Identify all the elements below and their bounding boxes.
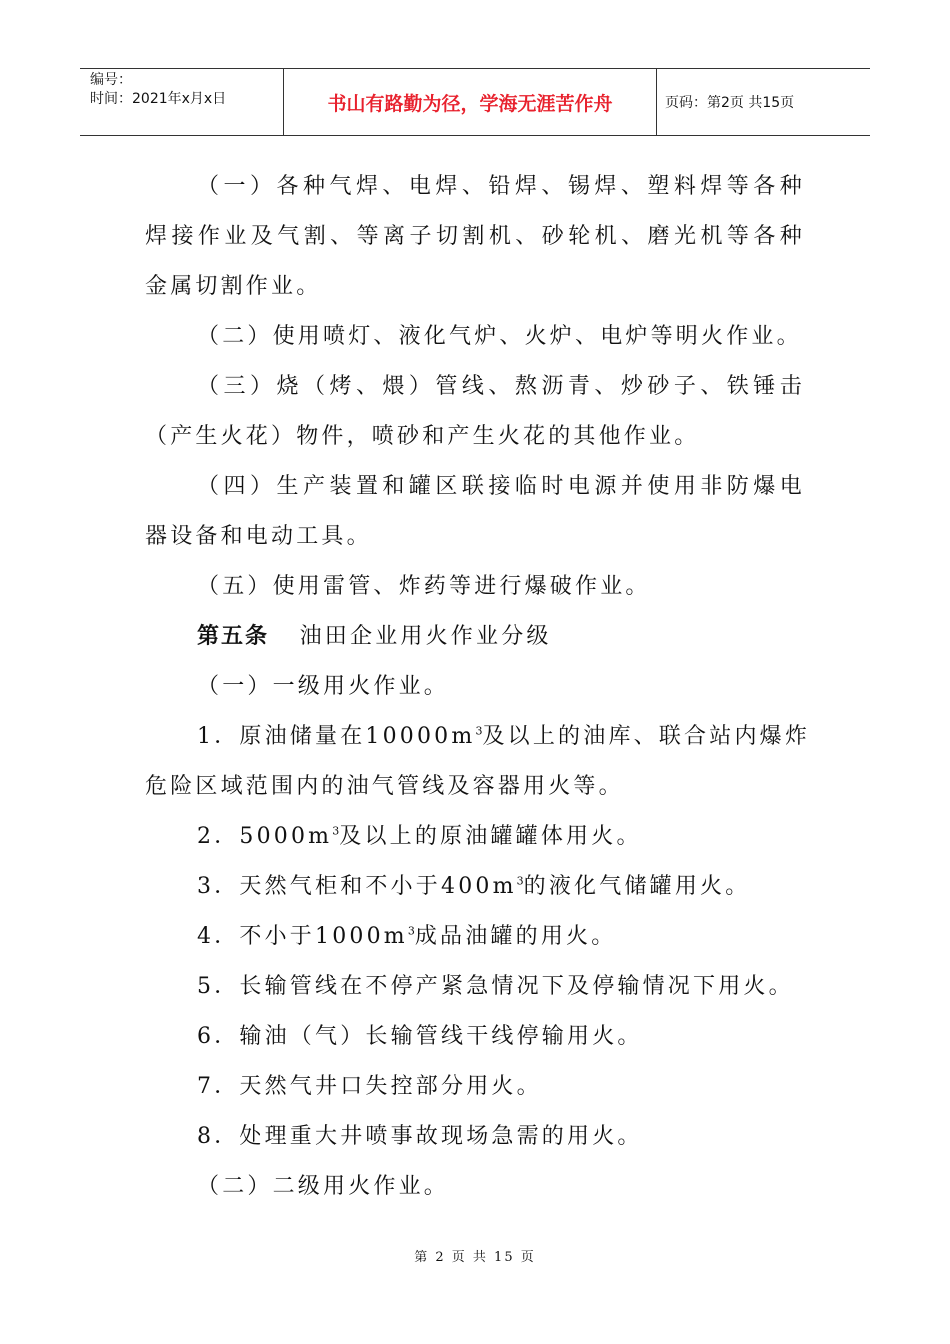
paragraph-line: （四）生产装置和罐区联接临时电源并使用非防爆电 bbox=[197, 474, 805, 499]
paragraph-line: 6．输油（气）长输管线干线停输用火。 bbox=[197, 1024, 643, 1049]
paragraph-line: 金属切割作业。 bbox=[145, 274, 322, 299]
line-text: 1．原油储量在10000m bbox=[197, 724, 476, 749]
page-header bbox=[80, 68, 870, 136]
paragraph-line: （产生火花）物件，喷砂和产生火花的其他作业。 bbox=[145, 424, 700, 449]
paragraph-line: （三）烧（烤、煨）管线、熬沥青、炒砂子、铁锤击 bbox=[197, 374, 805, 399]
page-footer: 第 2 页 共 15 页 bbox=[414, 1250, 536, 1265]
line-text: 3．天然气柜和不小于400m bbox=[197, 874, 517, 899]
document-time-label: 时间：2021年x月x日 bbox=[90, 91, 227, 107]
document-number-label: 编号： bbox=[90, 72, 132, 88]
line-text: 2．5000m bbox=[197, 824, 333, 849]
paragraph-line: 7．天然气井口失控部分用火。 bbox=[197, 1074, 542, 1099]
paragraph-line: （二）二级用火作业。 bbox=[197, 1174, 450, 1199]
document-body bbox=[145, 162, 811, 1212]
superscript: 3 bbox=[516, 874, 524, 888]
header-page-info: 页码：第2页 共15页 bbox=[665, 95, 795, 111]
article-label: 第五条 bbox=[197, 624, 270, 649]
paragraph-line: （五）使用雷管、炸药等进行爆破作业。 bbox=[197, 574, 651, 599]
paragraph-line: 危险区域范围内的油气管线及容器用火等。 bbox=[145, 774, 624, 799]
superscript: 3 bbox=[475, 724, 483, 738]
superscript: 3 bbox=[407, 924, 415, 938]
paragraph-line bbox=[145, 912, 805, 962]
line-text: 4．不小于1000m bbox=[197, 924, 408, 949]
superscript: 3 bbox=[332, 824, 340, 838]
header-motto: 书山有路勤为径，学海无涯苦作舟 bbox=[283, 69, 657, 135]
article-title: 油田企业用火作业分级 bbox=[299, 624, 552, 649]
line-text: 及以上的油库、联合站内爆炸 bbox=[482, 724, 811, 749]
article-heading bbox=[145, 612, 805, 662]
paragraph-line: 焊接作业及气割、等离子切割机、砂轮机、磨光机等各种 bbox=[145, 224, 805, 249]
line-text: 及以上的原油罐罐体用火。 bbox=[339, 824, 642, 849]
header-meta bbox=[80, 69, 283, 135]
paragraph-line: 器设备和电动工具。 bbox=[145, 524, 372, 549]
paragraph-line: 5．长输管线在不停产紧急情况下及停输情况下用火。 bbox=[197, 974, 794, 999]
paragraph-line: （一）一级用火作业。 bbox=[197, 674, 450, 699]
line-text: 的液化气储罐用火。 bbox=[523, 874, 751, 899]
paragraph-line: （二）使用喷灯、液化气炉、火炉、电炉等明火作业。 bbox=[197, 324, 802, 349]
paragraph-line bbox=[145, 812, 805, 862]
paragraph-line: 8．处理重大井喷事故现场急需的用火。 bbox=[197, 1124, 643, 1149]
paragraph-line bbox=[145, 712, 811, 762]
paragraph-line: （一）各种气焊、电焊、铅焊、锡焊、塑料焊等各种 bbox=[197, 174, 805, 199]
line-text: 成品油罐的用火。 bbox=[414, 924, 617, 949]
paragraph-line bbox=[145, 862, 805, 912]
